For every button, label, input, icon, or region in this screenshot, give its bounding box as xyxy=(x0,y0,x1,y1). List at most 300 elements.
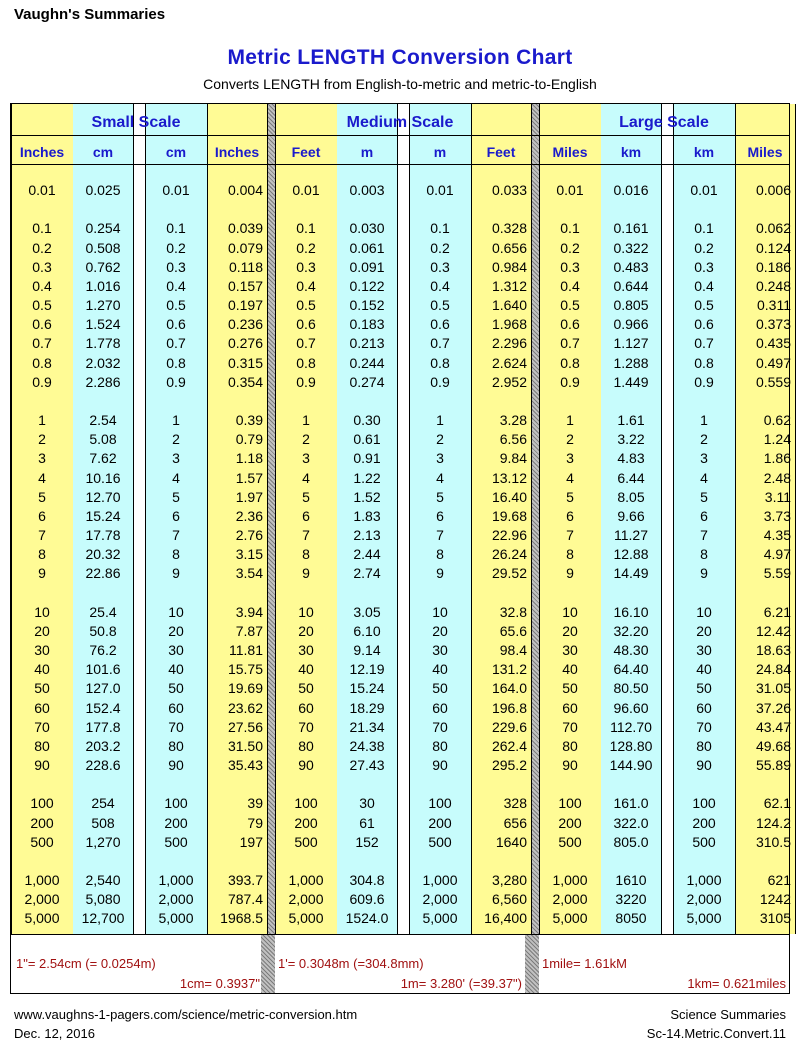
table-cell: 6.56 xyxy=(499,431,527,448)
table-cell: 17.78 xyxy=(85,527,121,544)
table-cell: 40 xyxy=(34,661,50,678)
table-cell: 508 xyxy=(91,814,115,831)
table-cell: 0.4 xyxy=(694,277,714,294)
table-cell: 0.8 xyxy=(560,354,580,371)
table-cell: 31.05 xyxy=(755,680,791,697)
table-cell: 4 xyxy=(172,469,180,486)
table-cell: 3 xyxy=(700,450,708,467)
table-cell: 2,540 xyxy=(85,872,121,889)
table-cell: 61 xyxy=(359,814,375,831)
table-cell: 100 xyxy=(294,795,318,812)
table-cell: 0.3 xyxy=(166,258,186,275)
table-cell: 500 xyxy=(164,833,188,850)
table-cell: 1 xyxy=(700,412,708,429)
table-cell: 5,000 xyxy=(158,910,194,927)
table-cell: 25.4 xyxy=(89,603,117,620)
table-cell: 0.186 xyxy=(755,258,791,275)
table-cell: 11.81 xyxy=(229,642,263,659)
table-cell: 0.7 xyxy=(430,335,450,352)
table-cell: 2.032 xyxy=(85,354,121,371)
table-cell: 3.22 xyxy=(617,431,645,448)
table-cell: 3 xyxy=(566,450,574,467)
table-cell: 20 xyxy=(168,622,184,639)
note-km-to-mile: 1km= 0.621miles xyxy=(687,976,786,991)
table-cell: 1640 xyxy=(495,833,527,850)
table-cell: 98.4 xyxy=(499,642,527,659)
table-cell: 90 xyxy=(432,757,448,774)
scale-title-large: Large Scale xyxy=(619,114,709,131)
table-cell: 0.8 xyxy=(296,354,316,371)
table-cell: 4 xyxy=(700,469,708,486)
table-cell: 80 xyxy=(298,737,314,754)
table-cell: 0.9 xyxy=(32,373,52,390)
table-cell: 18.63 xyxy=(755,642,791,659)
page-title: Metric LENGTH Conversion Chart xyxy=(227,46,573,69)
table-cell: 2,000 xyxy=(422,891,458,908)
column-header: Inches xyxy=(19,144,65,160)
table-cell: 304.8 xyxy=(349,872,385,889)
table-cell: 0.161 xyxy=(613,220,649,237)
table-cell: 0.1 xyxy=(560,220,580,237)
footer-url: www.vaughns-1-pagers.com/science/metric-conversion.htm xyxy=(14,1007,358,1022)
table-cell: 0.030 xyxy=(349,220,385,237)
table-cell: 0.4 xyxy=(560,277,580,294)
table-cell: 0.244 xyxy=(349,354,385,371)
table-cell: 13.12 xyxy=(491,469,527,486)
table-cell: 1,270 xyxy=(85,833,121,850)
table-cell: 1 xyxy=(436,412,444,429)
table-cell: 0.644 xyxy=(613,277,649,294)
table-cell: 0.373 xyxy=(755,316,791,333)
table-cell: 0.62 xyxy=(763,412,791,429)
table-cell: 5,000 xyxy=(24,910,60,927)
table-cell: 76.2 xyxy=(89,642,117,659)
table-cell: 70 xyxy=(562,718,578,735)
table-cell: 40 xyxy=(696,661,712,678)
footer-doc-code: Sc-14.Metric.Convert.11 xyxy=(646,1026,786,1041)
table-cell: 8 xyxy=(38,546,46,563)
table-cell: 90 xyxy=(34,757,50,774)
table-cell: 50 xyxy=(298,680,314,697)
table-cell: 6 xyxy=(436,507,444,524)
table-cell: 200 xyxy=(30,814,54,831)
table-cell: 29.52 xyxy=(491,565,527,582)
table-cell: 1968.5 xyxy=(220,910,263,927)
table-cell: 787.4 xyxy=(227,891,263,908)
table-cell: 12.88 xyxy=(613,546,649,563)
table-cell: 0.01 xyxy=(28,182,56,198)
table-cell: 0.091 xyxy=(349,258,385,275)
table-cell: 197 xyxy=(239,833,263,850)
table-cell: 80 xyxy=(696,737,712,754)
table-cell: 254 xyxy=(91,795,115,812)
table-cell: 0.2 xyxy=(166,239,186,256)
table-cell: 9 xyxy=(172,565,180,582)
table-cell: 12.70 xyxy=(85,488,121,505)
table-cell: 40 xyxy=(432,661,448,678)
table-cell: 0.6 xyxy=(560,316,580,333)
table-cell: 2.74 xyxy=(353,565,381,582)
table-cell: 9 xyxy=(302,565,310,582)
table-cell: 0.254 xyxy=(85,220,121,237)
table-cell: 9.14 xyxy=(353,642,381,659)
table-cell: 0.079 xyxy=(227,239,263,256)
table-cell: 2.54 xyxy=(89,412,117,429)
table-cell: 90 xyxy=(298,757,314,774)
table-cell: 10 xyxy=(432,603,448,620)
table-cell: 1.640 xyxy=(491,297,527,314)
table-cell: 0.062 xyxy=(755,220,791,237)
table-cell: 23.62 xyxy=(227,699,263,716)
table-cell: 2.296 xyxy=(491,335,527,352)
table-cell: 100 xyxy=(558,795,582,812)
table-cell: 3220 xyxy=(615,891,647,908)
table-cell: 0.248 xyxy=(755,277,791,294)
table-cell: 1.524 xyxy=(85,316,121,333)
table-cell: 0.004 xyxy=(227,182,263,198)
table-cell: 20 xyxy=(34,622,50,639)
table-cell: 0.1 xyxy=(694,220,714,237)
table-cell: 1 xyxy=(172,412,180,429)
table-cell: 3.15 xyxy=(235,546,263,563)
table-cell: 2.76 xyxy=(235,527,263,544)
table-cell: 229.6 xyxy=(491,718,527,735)
table-cell: 9 xyxy=(566,565,574,582)
table-cell: 11.27 xyxy=(614,527,648,544)
table-cell: 200 xyxy=(428,814,452,831)
table-cell: 0.183 xyxy=(349,316,385,333)
table-cell: 100 xyxy=(692,795,716,812)
table-cell: 30 xyxy=(696,642,712,659)
table-cell: 0.9 xyxy=(430,373,450,390)
table-cell: 100 xyxy=(30,795,54,812)
table-cell: 3.11 xyxy=(764,488,791,505)
table-cell: 10 xyxy=(168,603,184,620)
table-cell: 124.2 xyxy=(755,814,791,831)
brand-name: Vaughn's Summaries xyxy=(14,6,166,23)
table-cell: 3.05 xyxy=(353,603,381,620)
table-cell: 2,000 xyxy=(158,891,194,908)
table-cell: 9.84 xyxy=(499,450,527,467)
table-cell: 152 xyxy=(355,833,379,850)
table-cell: 500 xyxy=(692,833,716,850)
table-cell: 0.4 xyxy=(32,277,52,294)
table-cell: 16.10 xyxy=(613,603,649,620)
table-cell: 1.57 xyxy=(235,469,263,486)
footer-date: Dec. 12, 2016 xyxy=(14,1026,95,1041)
table-cell: 0.6 xyxy=(32,316,52,333)
table-cell: 1.449 xyxy=(613,373,649,390)
table-cell: 7 xyxy=(302,527,310,544)
table-cell: 10 xyxy=(562,603,578,620)
table-cell: 43.47 xyxy=(755,718,791,735)
table-cell: 3.73 xyxy=(763,507,791,524)
table-cell: 0.061 xyxy=(349,239,385,256)
table-cell: 60 xyxy=(432,699,448,716)
table-cell: 0.7 xyxy=(694,335,714,352)
table-cell: 200 xyxy=(294,814,318,831)
table-cell: 0.9 xyxy=(560,373,580,390)
table-cell: 6 xyxy=(302,507,310,524)
table-cell: 322.0 xyxy=(613,814,649,831)
table-cell: 0.805 xyxy=(613,297,649,314)
table-cell: 0.315 xyxy=(227,354,263,371)
table-cell: 0.91 xyxy=(353,450,381,467)
table-cell: 80 xyxy=(34,737,50,754)
table-cell: 39 xyxy=(247,795,263,812)
table-cell: 0.122 xyxy=(349,277,385,294)
table-cell: 21.34 xyxy=(349,718,385,735)
table-cell: 0.025 xyxy=(85,182,121,198)
table-cell: 127.0 xyxy=(85,680,121,697)
table-cell: 60 xyxy=(168,699,184,716)
note-cm-to-inch: 1cm= 0.3937" xyxy=(179,976,260,991)
table-cell: 8050 xyxy=(615,910,647,927)
table-cell: 0.3 xyxy=(560,258,580,275)
table-cell: 4 xyxy=(38,469,46,486)
table-cell: 1.22 xyxy=(353,469,381,486)
table-cell: 5,080 xyxy=(85,891,121,908)
table-cell: 9.66 xyxy=(617,507,645,524)
table-cell: 0.354 xyxy=(227,373,263,390)
table-cell: 6.44 xyxy=(617,469,645,486)
table-cell: 50 xyxy=(168,680,184,697)
table-cell: 1,000 xyxy=(158,872,194,889)
table-cell: 2,000 xyxy=(552,891,588,908)
table-cell: 101.6 xyxy=(85,661,121,678)
table-cell: 80 xyxy=(562,737,578,754)
table-cell: 5 xyxy=(436,488,444,505)
table-cell: 0.5 xyxy=(560,297,580,314)
table-cell: 500 xyxy=(30,833,54,850)
table-cell: 24.38 xyxy=(349,737,385,754)
table-cell: 2,000 xyxy=(288,891,324,908)
table-cell: 60 xyxy=(34,699,50,716)
table-cell: 30 xyxy=(432,642,448,659)
table-cell: 4.83 xyxy=(617,450,645,467)
table-cell: 0.236 xyxy=(227,316,263,333)
table-cell: 55.89 xyxy=(755,757,791,774)
table-cell: 0.276 xyxy=(227,335,263,352)
table-cell: 27.56 xyxy=(227,718,263,735)
page-subtitle: Converts LENGTH from English-to-metric and metric-to-English xyxy=(203,76,597,92)
table-cell: 30 xyxy=(34,642,50,659)
table-cell: 1.83 xyxy=(353,507,381,524)
table-cell: 12.19 xyxy=(349,661,385,678)
table-cell: 16.40 xyxy=(491,488,527,505)
table-cell: 50.8 xyxy=(89,622,117,639)
table-cell: 0.8 xyxy=(430,354,450,371)
table-cell: 70 xyxy=(432,718,448,735)
table-cell: 0.8 xyxy=(694,354,714,371)
table-cell: 8 xyxy=(566,546,574,563)
table-cell: 12,700 xyxy=(81,910,125,927)
table-cell: 0.197 xyxy=(227,297,263,314)
table-cell: 1,000 xyxy=(24,872,60,889)
table-cell: 1.016 xyxy=(85,277,121,294)
table-cell: 0.435 xyxy=(755,335,791,352)
table-cell: 10 xyxy=(298,603,314,620)
table-cell: 1.270 xyxy=(85,297,121,314)
table-cell: 0.4 xyxy=(296,277,316,294)
table-cell: 49.68 xyxy=(755,737,791,754)
column-header: Feet xyxy=(291,144,321,160)
column-header: Inches xyxy=(214,144,260,160)
table-cell: 20.32 xyxy=(85,546,121,563)
table-cell: 0.6 xyxy=(694,316,714,333)
table-cell: 24.84 xyxy=(755,661,791,678)
table-cell: 5 xyxy=(172,488,180,505)
table-cell: 0.508 xyxy=(85,239,121,256)
table-cell: 50 xyxy=(696,680,712,697)
table-cell: 0.656 xyxy=(491,239,527,256)
table-cell: 0.9 xyxy=(296,373,316,390)
table-cell: 0.039 xyxy=(227,220,263,237)
table-cell: 0.152 xyxy=(349,297,385,314)
table-cell: 90 xyxy=(696,757,712,774)
table-cell: 100 xyxy=(428,795,452,812)
table-cell: 3.94 xyxy=(235,603,263,620)
table-cell: 3.54 xyxy=(235,565,263,582)
table-cell: 4.97 xyxy=(763,546,791,563)
table-cell: 5.08 xyxy=(89,431,117,448)
table-cell: 0.157 xyxy=(227,277,263,294)
table-cell: 14.49 xyxy=(613,565,649,582)
table-cell: 22.96 xyxy=(491,527,527,544)
table-cell: 48.30 xyxy=(613,642,649,659)
table-cell: 70 xyxy=(168,718,184,735)
table-cell: 0.9 xyxy=(694,373,714,390)
scale-title-medium: Medium Scale xyxy=(346,114,454,131)
table-cell: 2.36 xyxy=(235,507,263,524)
table-cell: 0.559 xyxy=(755,373,791,390)
table-cell: 50 xyxy=(34,680,50,697)
table-cell: 805.0 xyxy=(613,833,649,850)
table-cell: 200 xyxy=(164,814,188,831)
column-header: Feet xyxy=(486,144,516,160)
table-cell: 3,280 xyxy=(491,872,527,889)
table-cell: 0.497 xyxy=(755,354,791,371)
table-cell: 0.1 xyxy=(296,220,316,237)
table-cell: 0.124 xyxy=(755,239,791,256)
table-cell: 1,000 xyxy=(288,872,324,889)
table-cell: 30 xyxy=(359,795,375,812)
table-cell: 0.01 xyxy=(690,182,718,198)
column-header: m xyxy=(360,144,374,160)
table-cell: 0.01 xyxy=(292,182,320,198)
note-m-to-foot: 1m= 3.280' (=39.37") xyxy=(400,976,522,991)
table-cell: 3 xyxy=(436,450,444,467)
table-cell: 1 xyxy=(38,412,46,429)
table-cell: 0.118 xyxy=(229,258,263,275)
table-cell: 5,000 xyxy=(552,910,588,927)
table-cell: 112.70 xyxy=(610,718,652,735)
table-cell: 1.61 xyxy=(617,412,645,429)
table-cell: 0.61 xyxy=(353,431,381,448)
table-cell: 12.42 xyxy=(755,622,791,639)
table-cell: 5,000 xyxy=(288,910,324,927)
table-cell: 15.24 xyxy=(349,680,385,697)
table-cell: 2,000 xyxy=(24,891,60,908)
table-cell: 80.50 xyxy=(613,680,649,697)
table-cell: 0.016 xyxy=(613,182,649,198)
table-cell: 0.8 xyxy=(32,354,52,371)
table-cell: 161.0 xyxy=(613,795,649,812)
table-cell: 2 xyxy=(566,431,574,448)
table-cell: 0.274 xyxy=(349,373,385,390)
scale-title-small: Small Scale xyxy=(91,114,181,131)
table-cell: 0.5 xyxy=(694,297,714,314)
table-cell: 90 xyxy=(168,757,184,774)
table-cell: 19.68 xyxy=(491,507,527,524)
table-cell: 0.762 xyxy=(85,258,121,275)
table-cell: 1.52 xyxy=(353,488,381,505)
table-cell: 6 xyxy=(38,507,46,524)
table-cell: 5 xyxy=(566,488,574,505)
table-cell: 1,000 xyxy=(552,872,588,889)
table-cell: 0.322 xyxy=(613,239,649,256)
table-cell: 32.8 xyxy=(499,603,527,620)
table-cell: 96.60 xyxy=(613,699,649,716)
table-cell: 4 xyxy=(436,469,444,486)
table-cell: 7 xyxy=(566,527,574,544)
table-cell: 7.62 xyxy=(89,450,117,467)
table-cell: 10 xyxy=(34,603,50,620)
table-cell: 1,000 xyxy=(422,872,458,889)
table-cell: 1.288 xyxy=(613,354,649,371)
table-cell: 70 xyxy=(34,718,50,735)
table-cell: 1610 xyxy=(615,872,647,889)
table-cell: 196.8 xyxy=(491,699,527,716)
table-cell: 0.5 xyxy=(32,297,52,314)
table-cell: 0.984 xyxy=(491,258,527,275)
table-cell: 0.2 xyxy=(560,239,580,256)
table-cell: 20 xyxy=(298,622,314,639)
table-cell: 500 xyxy=(294,833,318,850)
table-cell: 310.5 xyxy=(755,833,791,850)
table-cell: 4.35 xyxy=(763,527,791,544)
table-cell: 262.4 xyxy=(491,737,527,754)
table-cell: 6,560 xyxy=(491,891,527,908)
column-header: Miles xyxy=(747,144,783,160)
table-cell: 70 xyxy=(298,718,314,735)
table-cell: 5.59 xyxy=(763,565,791,582)
table-cell: 1.312 xyxy=(491,277,527,294)
table-cell: 3.28 xyxy=(499,412,527,429)
table-cell: 4 xyxy=(566,469,574,486)
table-cell: 0.5 xyxy=(296,297,316,314)
table-cell: 1242 xyxy=(759,891,791,908)
table-cell: 0.1 xyxy=(430,220,450,237)
table-cell: 80 xyxy=(432,737,448,754)
table-cell: 656 xyxy=(503,814,527,831)
table-cell: 7.87 xyxy=(235,622,263,639)
table-cell: 1,000 xyxy=(686,872,722,889)
note-mile-to-km: 1mile= 1.61kM xyxy=(542,956,627,971)
table-cell: 2.286 xyxy=(85,373,121,390)
table-cell: 16,400 xyxy=(484,910,527,927)
table-cell: 200 xyxy=(692,814,716,831)
table-cell: 2.44 xyxy=(353,546,381,563)
table-cell: 0.6 xyxy=(296,316,316,333)
table-cell: 40 xyxy=(562,661,578,678)
table-cell: 19.69 xyxy=(227,680,263,697)
table-cell: 609.6 xyxy=(349,891,385,908)
table-cell: 50 xyxy=(562,680,578,697)
table-cell: 1.86 xyxy=(763,450,791,467)
table-cell: 50 xyxy=(432,680,448,697)
table-cell: 1524.0 xyxy=(345,910,389,927)
